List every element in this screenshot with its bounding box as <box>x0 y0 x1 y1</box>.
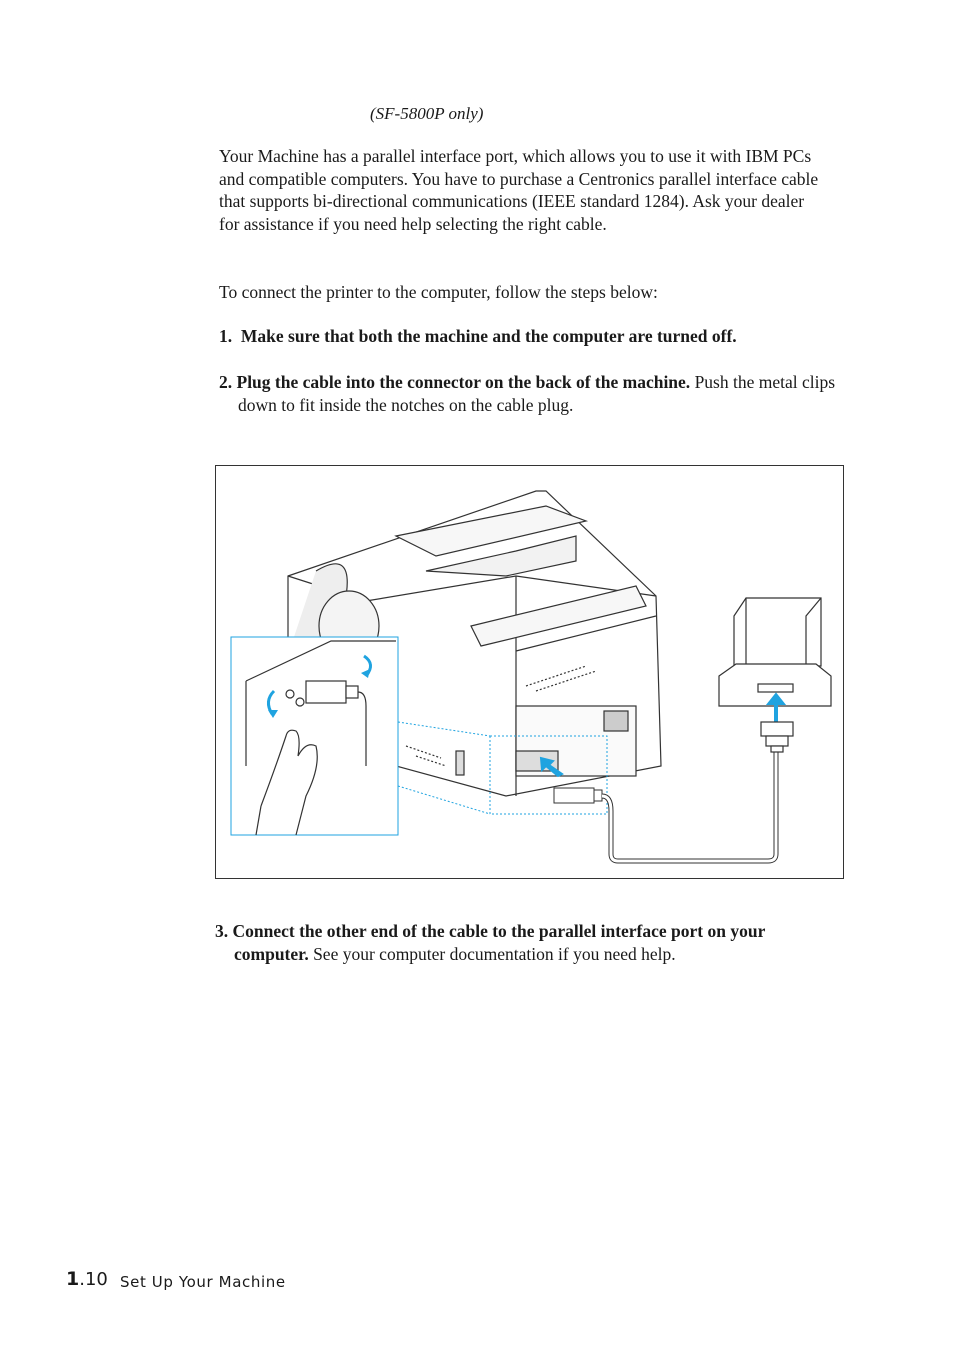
chapter-number: 1 <box>66 1268 80 1290</box>
step-2 <box>219 371 838 416</box>
subtitle: (SF-5800P only) <box>370 104 484 123</box>
step-2-rest: Push the metal clips down to fit inside the notches on the cable plug. <box>238 372 836 415</box>
computer-cable-plug <box>761 722 793 752</box>
page-number <box>66 1268 108 1290</box>
step-3-rest: See your computer documentation if you need help. <box>308 943 676 964</box>
connection-illustration <box>215 465 844 879</box>
computer-illustration <box>719 598 831 706</box>
step-1 <box>219 325 819 348</box>
step-1-number: 1. <box>219 326 233 346</box>
page-suffix: .10 <box>79 1269 108 1290</box>
step-1-bold: Make sure that both the machine and the computer are turned off. <box>240 326 737 346</box>
step-2-bold: Plug the cable into the connector on the back of the machine. <box>236 372 691 392</box>
step-3-number: 3. <box>215 921 229 941</box>
cable-plug <box>554 788 594 803</box>
step-3 <box>215 920 844 965</box>
step-2-number: 2. <box>219 372 233 392</box>
lead-paragraph: To connect the printer to the computer, follow the steps below: <box>219 282 658 302</box>
inset-detail-box <box>231 637 398 835</box>
step-3-bold: Connect the other end of the cable to the parallel interface port on your computer. <box>232 921 766 964</box>
section-title: Set Up Your Machine <box>120 1273 286 1291</box>
computer-parallel-port <box>758 684 793 692</box>
intro-paragraph: Your Machine has a parallel interface port, which allows you to use it with IBM PCs and compatible computers. You have to purchase a Centronics parallel interface cable that supports bi-directional communications (IEEE standard 1284). Ask your dealer for assistance if you need help selecting the right cable. <box>219 146 819 234</box>
